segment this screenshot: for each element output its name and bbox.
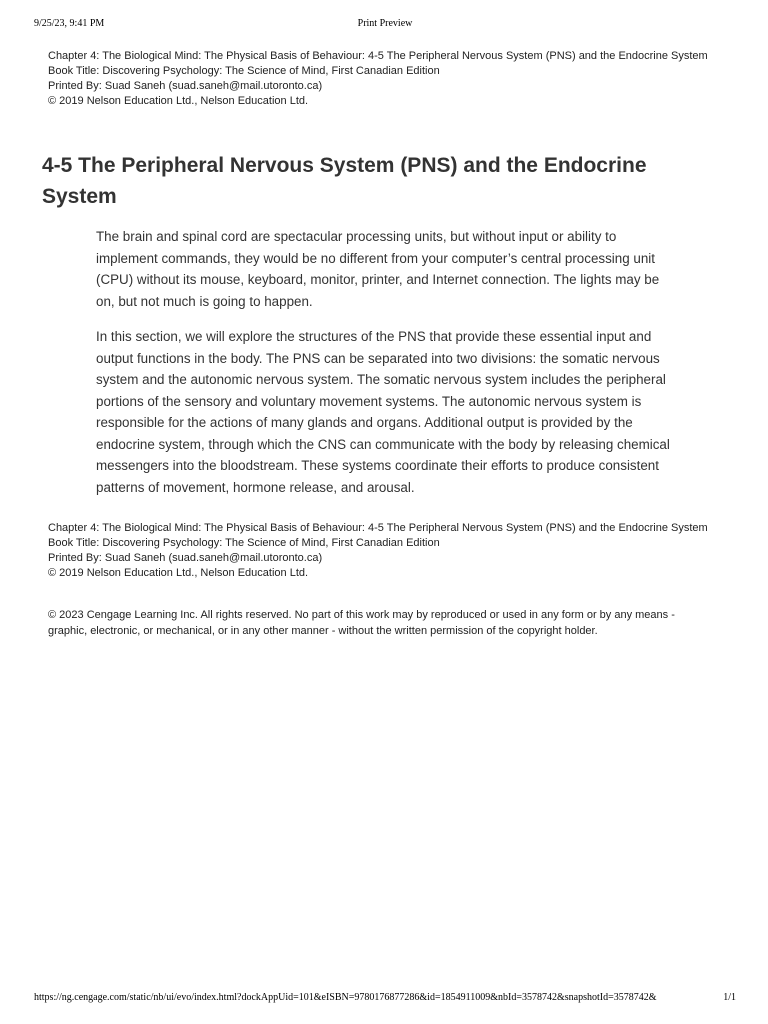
page-url: https://ng.cengage.com/static/nb/ui/evo/index.html?dockAppUid=101&eISBN=9780176877286&id=1854911009&nbId=3578742&snapshotId=3578742& <box>34 992 657 1003</box>
paragraph: The brain and spinal cord are spectacular processing units, but without input or ability to implement commands, they would be no different from your computer’s central processing unit (CPU) without its mouse, keyboard, monitor, printer, and Internet connection. The lights may be on, but not much is going to happen. <box>96 229 660 309</box>
publisher-copyright-line: © 2019 Nelson Education Ltd., Nelson Education Ltd. <box>48 567 309 579</box>
printed-by-line: Printed By: Suad Saneh (suad.saneh@mail.utoronto.ca) <box>48 80 323 92</box>
copyright-notice: © 2023 Cengage Learning Inc. All rights reserved. No part of this work may by reproduced or used in any form or by any means - graphic, electronic, or mechanical, or in any other manner - without the written permission of the copyright holder. <box>48 609 675 637</box>
printed-by-line: Printed By: Suad Saneh (suad.saneh@mail.utoronto.ca) <box>48 552 323 564</box>
section-heading: 4-5 The Peripheral Nervous System (PNS) and the Endocrine System <box>42 154 647 208</box>
book-meta-bottom <box>48 521 708 581</box>
publisher-copyright-line: © 2019 Nelson Education Ltd., Nelson Education Ltd. <box>48 95 309 107</box>
page-number: 1/1 <box>723 992 736 1003</box>
chapter-line: Chapter 4: The Biological Mind: The Physical Basis of Behaviour: 4-5 The Peripheral Nervous System (PNS) and the Endocrine System <box>48 522 708 534</box>
print-footer <box>34 992 736 1006</box>
book-meta-top <box>48 49 708 109</box>
chapter-line: Chapter 4: The Biological Mind: The Physical Basis of Behaviour: 4-5 The Peripheral Nervous System (PNS) and the Endocrine System <box>48 50 708 62</box>
print-datetime: 9/25/23, 9:41 PM <box>34 18 105 29</box>
paragraph: In this section, we will explore the structures of the PNS that provide these essential input and output functions in the body. The PNS can be separated into two divisions: the somatic nervous system and the autonomic nervous system. The somatic nervous system includes the peripheral portions of the sensory and voluntary movement systems. The autonomic nervous system is responsible for the actions of many glands and organs. Additional output is provided by the endocrine system, through which the CNS can communicate with the body by releasing chemical messengers into the bloodstream. These systems coordinate their efforts to produce consistent patterns of movement, hormone release, and arousal. <box>96 329 670 495</box>
book-title-line: Book Title: Discovering Psychology: The Science of Mind, First Canadian Edition <box>48 537 440 549</box>
print-header <box>34 18 736 32</box>
print-title: Print Preview <box>357 18 413 29</box>
article-body <box>96 226 674 512</box>
book-title-line: Book Title: Discovering Psychology: The Science of Mind, First Canadian Edition <box>48 65 440 77</box>
